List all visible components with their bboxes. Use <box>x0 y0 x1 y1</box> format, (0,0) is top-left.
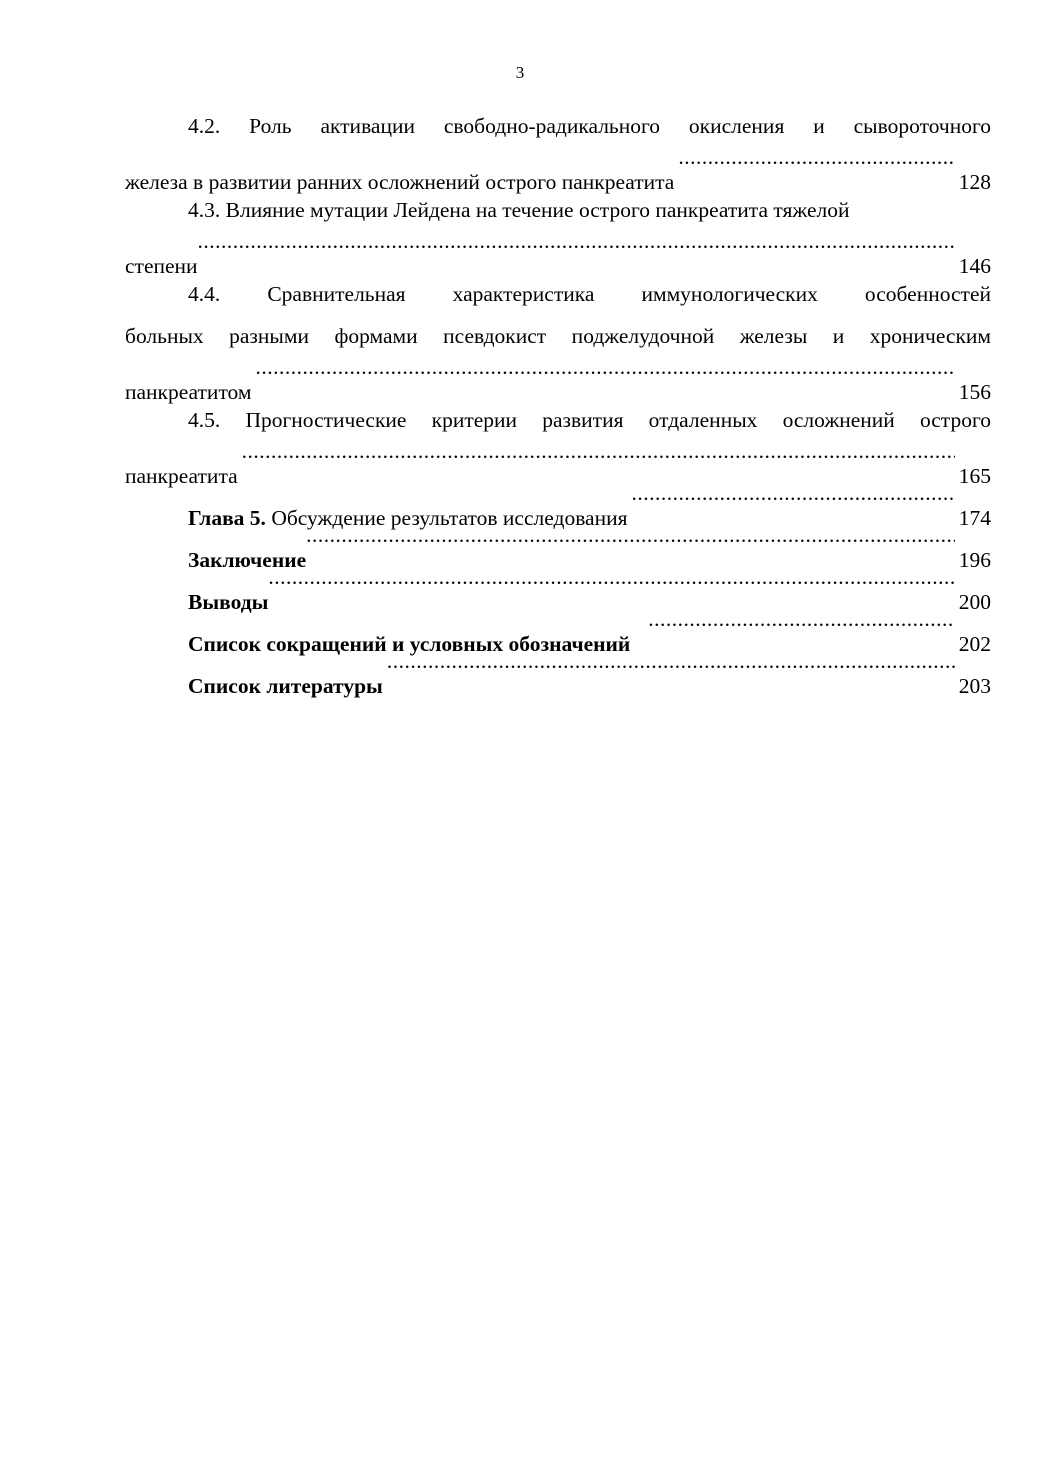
toc-references-title: Список литературы <box>188 674 383 698</box>
toc-entry-4-5-line-2: панкреатита <box>125 464 238 488</box>
toc-entry-chapter-5 <box>125 483 991 530</box>
toc-chapter-5-label: Глава 5. <box>188 506 266 530</box>
toc-entry-4-3-line-2: степени <box>125 254 198 278</box>
toc-chapter-5-page: 174 <box>958 506 991 530</box>
toc-entry-4-3-line-1: 4.3. Влияние мутации Лейдена на течение острого панкреатита тяжелой <box>188 198 850 222</box>
toc-entry-4-4-line-1: 4.4. Сравнительная характеристика иммунологических особенностей <box>188 282 991 306</box>
page-number: 3 <box>515 63 525 82</box>
dot-leader <box>648 609 954 651</box>
dot-leader <box>632 483 955 525</box>
toc-entry-4-2 <box>125 105 991 194</box>
toc-abbreviations-page: 202 <box>958 632 991 656</box>
toc-entry-4-5-line-1: 4.5. Прогностические критерии развития отдаленных осложнений острого <box>188 408 991 432</box>
toc-entry-4-5-page: 165 <box>958 464 991 488</box>
toc-entry-4-3-page: 146 <box>958 254 991 278</box>
toc-entry-4-4 <box>125 273 991 404</box>
table-of-contents <box>125 105 991 698</box>
toc-abbreviations-title: Список сокращений и условных обозначений <box>188 632 631 656</box>
toc-entry-4-2-page: 128 <box>958 170 991 194</box>
toc-conclusion-title: Заключение <box>188 548 307 572</box>
dot-leader <box>678 147 954 189</box>
toc-conclusion-page: 196 <box>958 548 991 572</box>
toc-entry-4-4-page: 156 <box>958 380 991 404</box>
toc-chapter-5-title: Обсуждение результатов исследования <box>271 506 628 530</box>
toc-entry-4-2-line-2: железа в развитии ранних осложнений острого панкреатита <box>125 170 675 194</box>
dot-leader <box>242 441 955 483</box>
toc-references-page: 203 <box>958 674 991 698</box>
toc-entry-4-2-line-1: 4.2. Роль активации свободно-радикального окисления и сывороточного <box>188 114 991 138</box>
dot-leader <box>306 525 955 567</box>
dot-leader <box>256 357 955 399</box>
dot-leader <box>387 651 955 693</box>
dot-leader <box>198 231 955 273</box>
toc-entry-4-4-line-3: панкреатитом <box>125 380 252 404</box>
dot-leader <box>268 567 954 609</box>
toc-findings-page: 200 <box>958 590 991 614</box>
toc-findings-title: Выводы <box>188 590 269 614</box>
toc-entry-4-5 <box>125 399 991 488</box>
toc-entry-4-3 <box>125 189 991 278</box>
toc-entry-4-4-line-2: больных разными формами псевдокист поджелудочной железы и хроническим <box>125 324 991 348</box>
